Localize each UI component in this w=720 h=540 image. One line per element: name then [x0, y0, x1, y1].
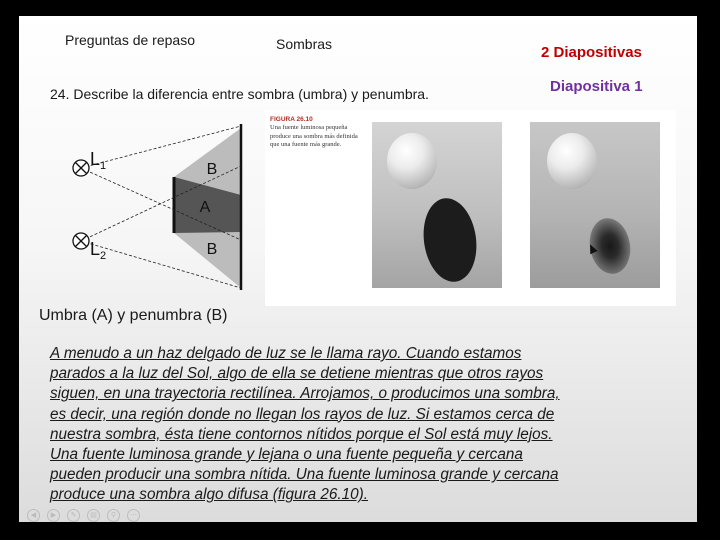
prev-icon[interactable]: ◀	[27, 509, 40, 522]
source-1-label: $L_1$	[90, 149, 107, 172]
photo-diffuse-shadow	[530, 122, 660, 288]
paragraph-line: produce una sombra algo difusa (figura 26.10).	[50, 486, 369, 504]
zoom-icon[interactable]: ⚲	[107, 509, 120, 522]
paragraph-line: nuestra sombra, ésta tiene contornos nítidos porque el Sol está muy lejos.	[50, 425, 553, 443]
figure-caption	[270, 116, 362, 149]
region-label-mid: A	[199, 199, 211, 216]
figure-panel	[265, 110, 676, 306]
slide-number-label: Diapositiva 1	[550, 78, 643, 95]
paragraph-line: parados a la luz del Sol, algo de ella se detiene mientras que otros rayos	[50, 365, 544, 383]
light-source-2-icon	[73, 233, 89, 249]
pen-icon[interactable]: ✎	[67, 509, 80, 522]
light-source-1-icon	[73, 160, 89, 176]
source-2-label: $L_2$	[90, 239, 107, 262]
slide	[19, 16, 697, 522]
sharp-shadow	[418, 195, 481, 285]
header-center-title: Sombras	[276, 36, 333, 52]
ball	[547, 133, 597, 189]
diagram-caption: Umbra (A) y penumbra (B)	[39, 307, 228, 324]
region-label-top: B	[206, 161, 218, 178]
slideshow-toolbar	[27, 504, 147, 518]
header-left-title: Preguntas de repaso	[65, 32, 195, 48]
photo-sharp-shadow	[372, 122, 502, 288]
paragraph-line: pueden producir una sombra nítida. Una fuente luminosa grande y cercana	[50, 466, 559, 484]
paragraph-line: A menudo a un haz delgado de luz se le llama rayo. Cuando estamos	[50, 345, 522, 362]
question-text: 24. Describe la diferencia entre sombra (umbra) y penumbra.	[50, 86, 429, 102]
paragraph-line: Una fuente luminosa grande y lejana o una fuente pequeña y cercana	[50, 446, 523, 464]
slides-icon[interactable]: ▤	[87, 509, 100, 522]
more-icon[interactable]: ⋯	[127, 509, 140, 522]
paragraph-line: es decir, una región donde no llegan los rayos de luz. Si estamos cerca de	[50, 405, 555, 423]
slides-count-label: 2 Diapositivas	[541, 44, 642, 61]
figure-label: FIGURA 26.10	[270, 116, 313, 123]
body-paragraph	[50, 344, 690, 506]
umbra-penumbra-diagram	[71, 120, 251, 292]
next-icon[interactable]: ▶	[47, 509, 60, 522]
region-label-bottom: B	[206, 241, 218, 258]
ball	[387, 133, 437, 189]
figure-description: Una fuente luminosa pequeña produce una sombra más definida que una fuente más grande.	[270, 124, 358, 148]
paragraph-line: siguen, en una trayectoria rectilínea. Arrojamos, o producimos una sombra,	[50, 385, 560, 403]
